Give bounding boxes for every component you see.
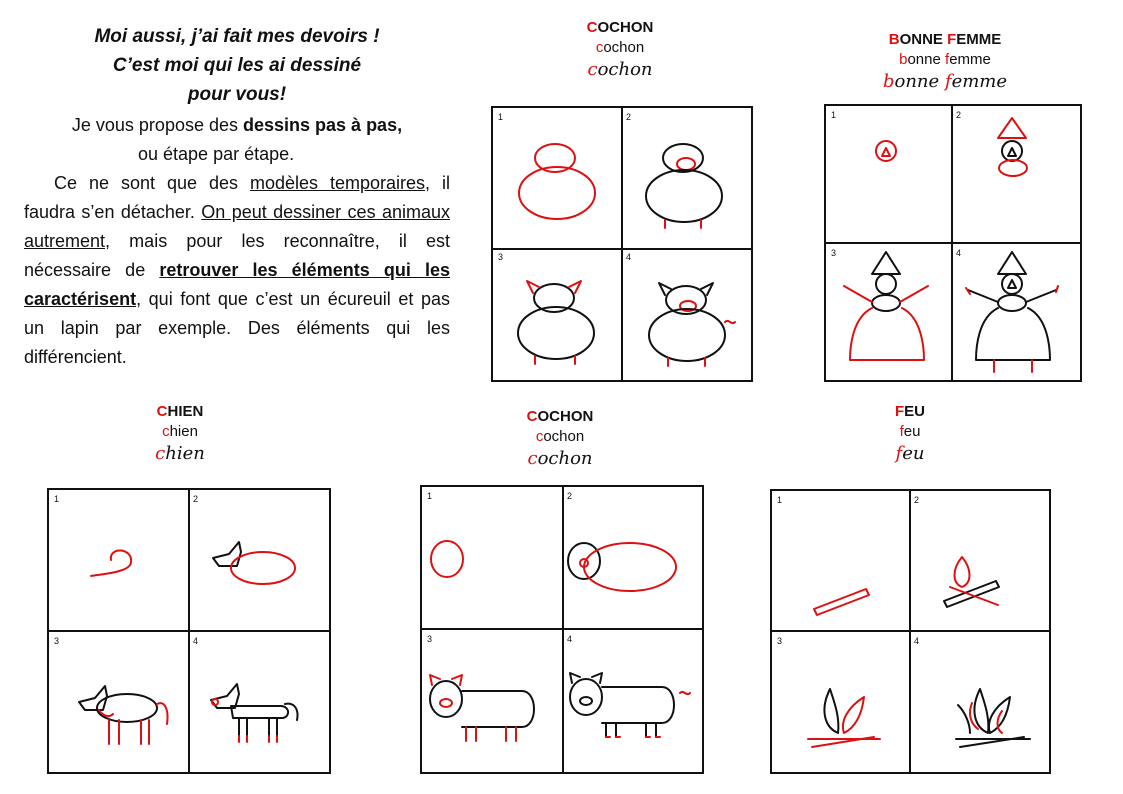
step-number: 3 — [498, 252, 504, 262]
intro-paragraph-1-cont: ou étape par étape. — [138, 144, 295, 164]
step-grid-bonne-femme — [824, 104, 1082, 382]
step-number: 4 — [193, 636, 199, 646]
step-grid-cochon-bottom — [420, 485, 704, 774]
step-number: 1 — [831, 110, 837, 120]
step-number: 2 — [193, 494, 199, 504]
step-number: 1 — [54, 494, 60, 504]
step-number: 4 — [914, 636, 920, 646]
intro-title-line: C’est moi qui les ai dessiné — [112, 55, 362, 76]
step-drawing-bonne-femme — [826, 106, 1080, 380]
word-label-bonne-femme: BONNE FEMME bonne femme bonne femme — [882, 31, 1008, 92]
intro-text-block — [24, 22, 450, 372]
text-run-underlined: modèles temporaires — [249, 173, 426, 193]
step-drawing-feu — [772, 491, 1049, 772]
intro-body — [24, 111, 450, 372]
step-number: 4 — [567, 634, 573, 644]
step-number: 3 — [54, 636, 60, 646]
intro-title — [24, 22, 450, 109]
step-grid-cochon-top — [491, 106, 753, 382]
step-drawing-chien — [49, 490, 329, 772]
text-run-underlined: On peut dessiner ces animaux autrement — [24, 202, 450, 251]
step-grid-chien — [47, 488, 331, 774]
step-number: 4 — [956, 248, 962, 258]
text-run: , mais pour les reconnaître, il est nécessaire de — [24, 231, 450, 280]
intro-paragraph-1 — [24, 111, 450, 140]
text-run: , qui font que c’est un écureuil et pas un lapin par exemple. Des éléments qui les différencient. — [24, 289, 450, 367]
step-number: 3 — [427, 634, 433, 644]
step-number: 1 — [427, 491, 433, 501]
step-number: 4 — [626, 252, 632, 262]
step-number: 2 — [956, 110, 962, 120]
step-number: 1 — [498, 112, 504, 122]
text-run-bold: dessins pas à pas, — [243, 115, 403, 135]
step-number: 2 — [567, 491, 573, 501]
intro-paragraph-2 — [24, 169, 450, 372]
intro-title-line: Moi aussi, j’ai fait mes devoirs ! — [94, 26, 380, 47]
step-grid-feu — [770, 489, 1051, 774]
text-run: Ce ne sont que des — [54, 173, 250, 193]
word-label-cochon-top: COCHON cochon cochon — [586, 19, 654, 80]
word-label-cochon-bottom: COCHON cochon cochon — [526, 408, 594, 469]
step-number: 1 — [777, 495, 783, 505]
step-drawing-cochon-bottom — [422, 487, 702, 772]
word-label-feu: FEU feu feu — [894, 403, 925, 464]
text-run: Je vous propose des — [71, 115, 243, 135]
step-number: 2 — [914, 495, 920, 505]
step-drawing-cochon-top — [493, 108, 751, 380]
intro-title-line: pour vous! — [187, 84, 287, 105]
text-run-bold-underlined: retrouver les éléments qui les caractérisent — [24, 260, 450, 309]
step-number: 3 — [831, 248, 837, 258]
step-number: 3 — [777, 636, 783, 646]
step-number: 2 — [626, 112, 632, 122]
word-label-chien: CHIEN chien chien — [155, 403, 205, 464]
text-run: , il faudra s’en détacher. — [24, 173, 450, 222]
